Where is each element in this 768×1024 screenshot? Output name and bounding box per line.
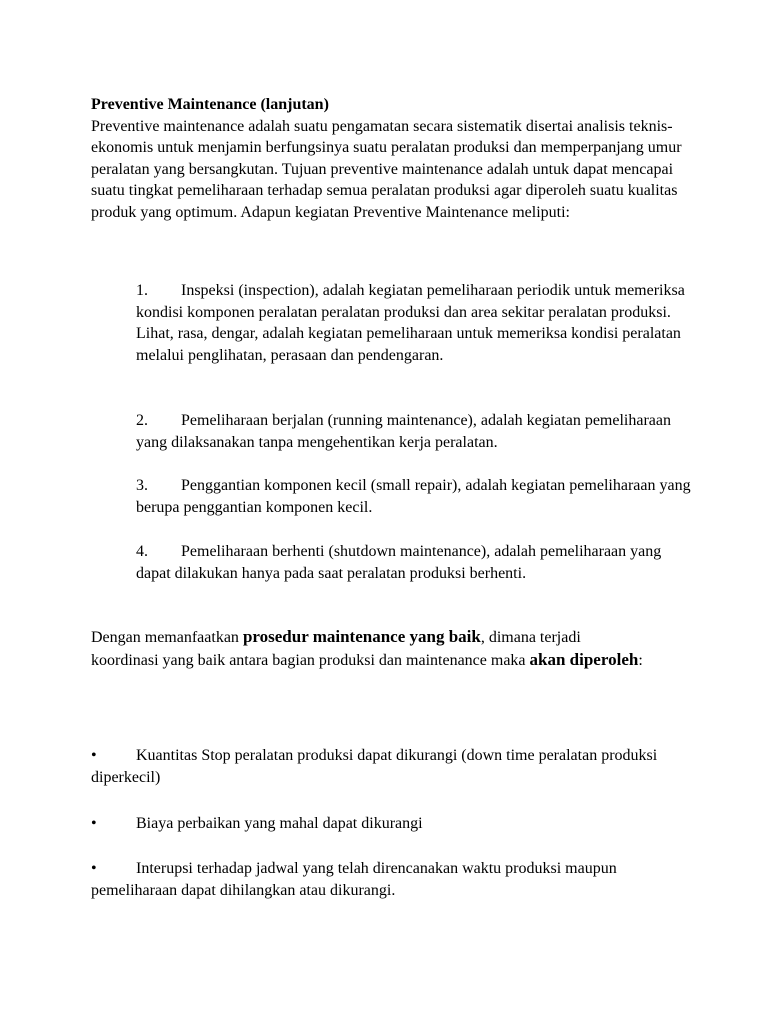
benefit-text: Interupsi terhadap jadwal yang telah direncanakan waktu produksi maupun pemeliharaan dapat dihilangkan atau dikurangi. xyxy=(91,860,617,899)
conclusion-text-1: Dengan memanfaatkan xyxy=(91,629,243,646)
activity-number: 1. xyxy=(136,282,148,299)
activity-number: 3. xyxy=(136,477,148,494)
activity-text: Pemeliharaan berjalan (running maintenance), adalah kegiatan pemeliharaan yang dilaksanakan tanpa mengehentikan kerja peralatan. xyxy=(136,412,671,451)
bullet-symbol: • xyxy=(91,815,97,832)
benefit-item xyxy=(91,858,691,901)
activity-item xyxy=(136,410,696,453)
benefit-text: Kuantitas Stop peralatan produksi dapat dikurangi (down time peralatan produksi diperkecil) xyxy=(91,747,658,786)
benefit-text: Biaya perbaikan yang mahal dapat dikurangi xyxy=(136,815,423,832)
intro-section xyxy=(91,94,691,223)
conclusion-bold-1: prosedur maintenance yang baik xyxy=(242,627,481,646)
conclusion-paragraph xyxy=(91,626,651,671)
bullet-symbol: • xyxy=(91,747,97,764)
activity-number: 2. xyxy=(136,412,148,429)
conclusion-text-3: : xyxy=(638,651,643,669)
intro-paragraph: Preventive maintenance adalah suatu pengamatan secara sistematik disertai analisis teknis-ekonomis untuk menjamin berfungsinya suatu peralatan produksi dan memperpanjang umur peralatan yang bersangkutan. Tujuan preventive maintenance adalah untuk dapat mencapai suatu tingkat pemeliharaan terhadap semua peralatan produksi agar diperoleh suatu kualitas produk yang optimum. Adapun kegiatan Preventive Maintenance meliputi: xyxy=(91,117,682,221)
activity-item xyxy=(136,475,696,518)
activity-item xyxy=(136,280,696,366)
benefit-item xyxy=(91,813,691,835)
conclusion-text-2: , dimana terjadi koordinasi yang baik antara bagian produksi dan maintenance maka xyxy=(91,629,581,669)
activity-text: Pemeliharaan berhenti (shutdown maintenance), adalah pemeliharaan yang dapat dilakukan hanya pada saat peralatan produksi berhenti. xyxy=(136,543,662,582)
benefit-item xyxy=(91,745,691,788)
activity-text: Penggantian komponen kecil (small repair), adalah kegiatan pemeliharaan yang berupa penggantian komponen kecil. xyxy=(136,477,691,516)
activity-text: Inspeksi (inspection), adalah kegiatan pemeliharaan periodik untuk memeriksa kondisi komponen peralatan peralatan produksi dan area sekitar peralatan produksi. Lihat, rasa, dengar, adalah kegiatan pemeliharaan untuk memeriksa kondisi peralatan melalui penglihatan, perasaan dan pendengaran. xyxy=(136,282,685,364)
section-heading: Preventive Maintenance (lanjutan) xyxy=(91,96,329,113)
activity-number: 4. xyxy=(136,543,148,560)
bullet-symbol: • xyxy=(91,860,97,877)
conclusion-bold-2: akan diperoleh xyxy=(529,649,639,669)
activity-item xyxy=(136,541,696,584)
